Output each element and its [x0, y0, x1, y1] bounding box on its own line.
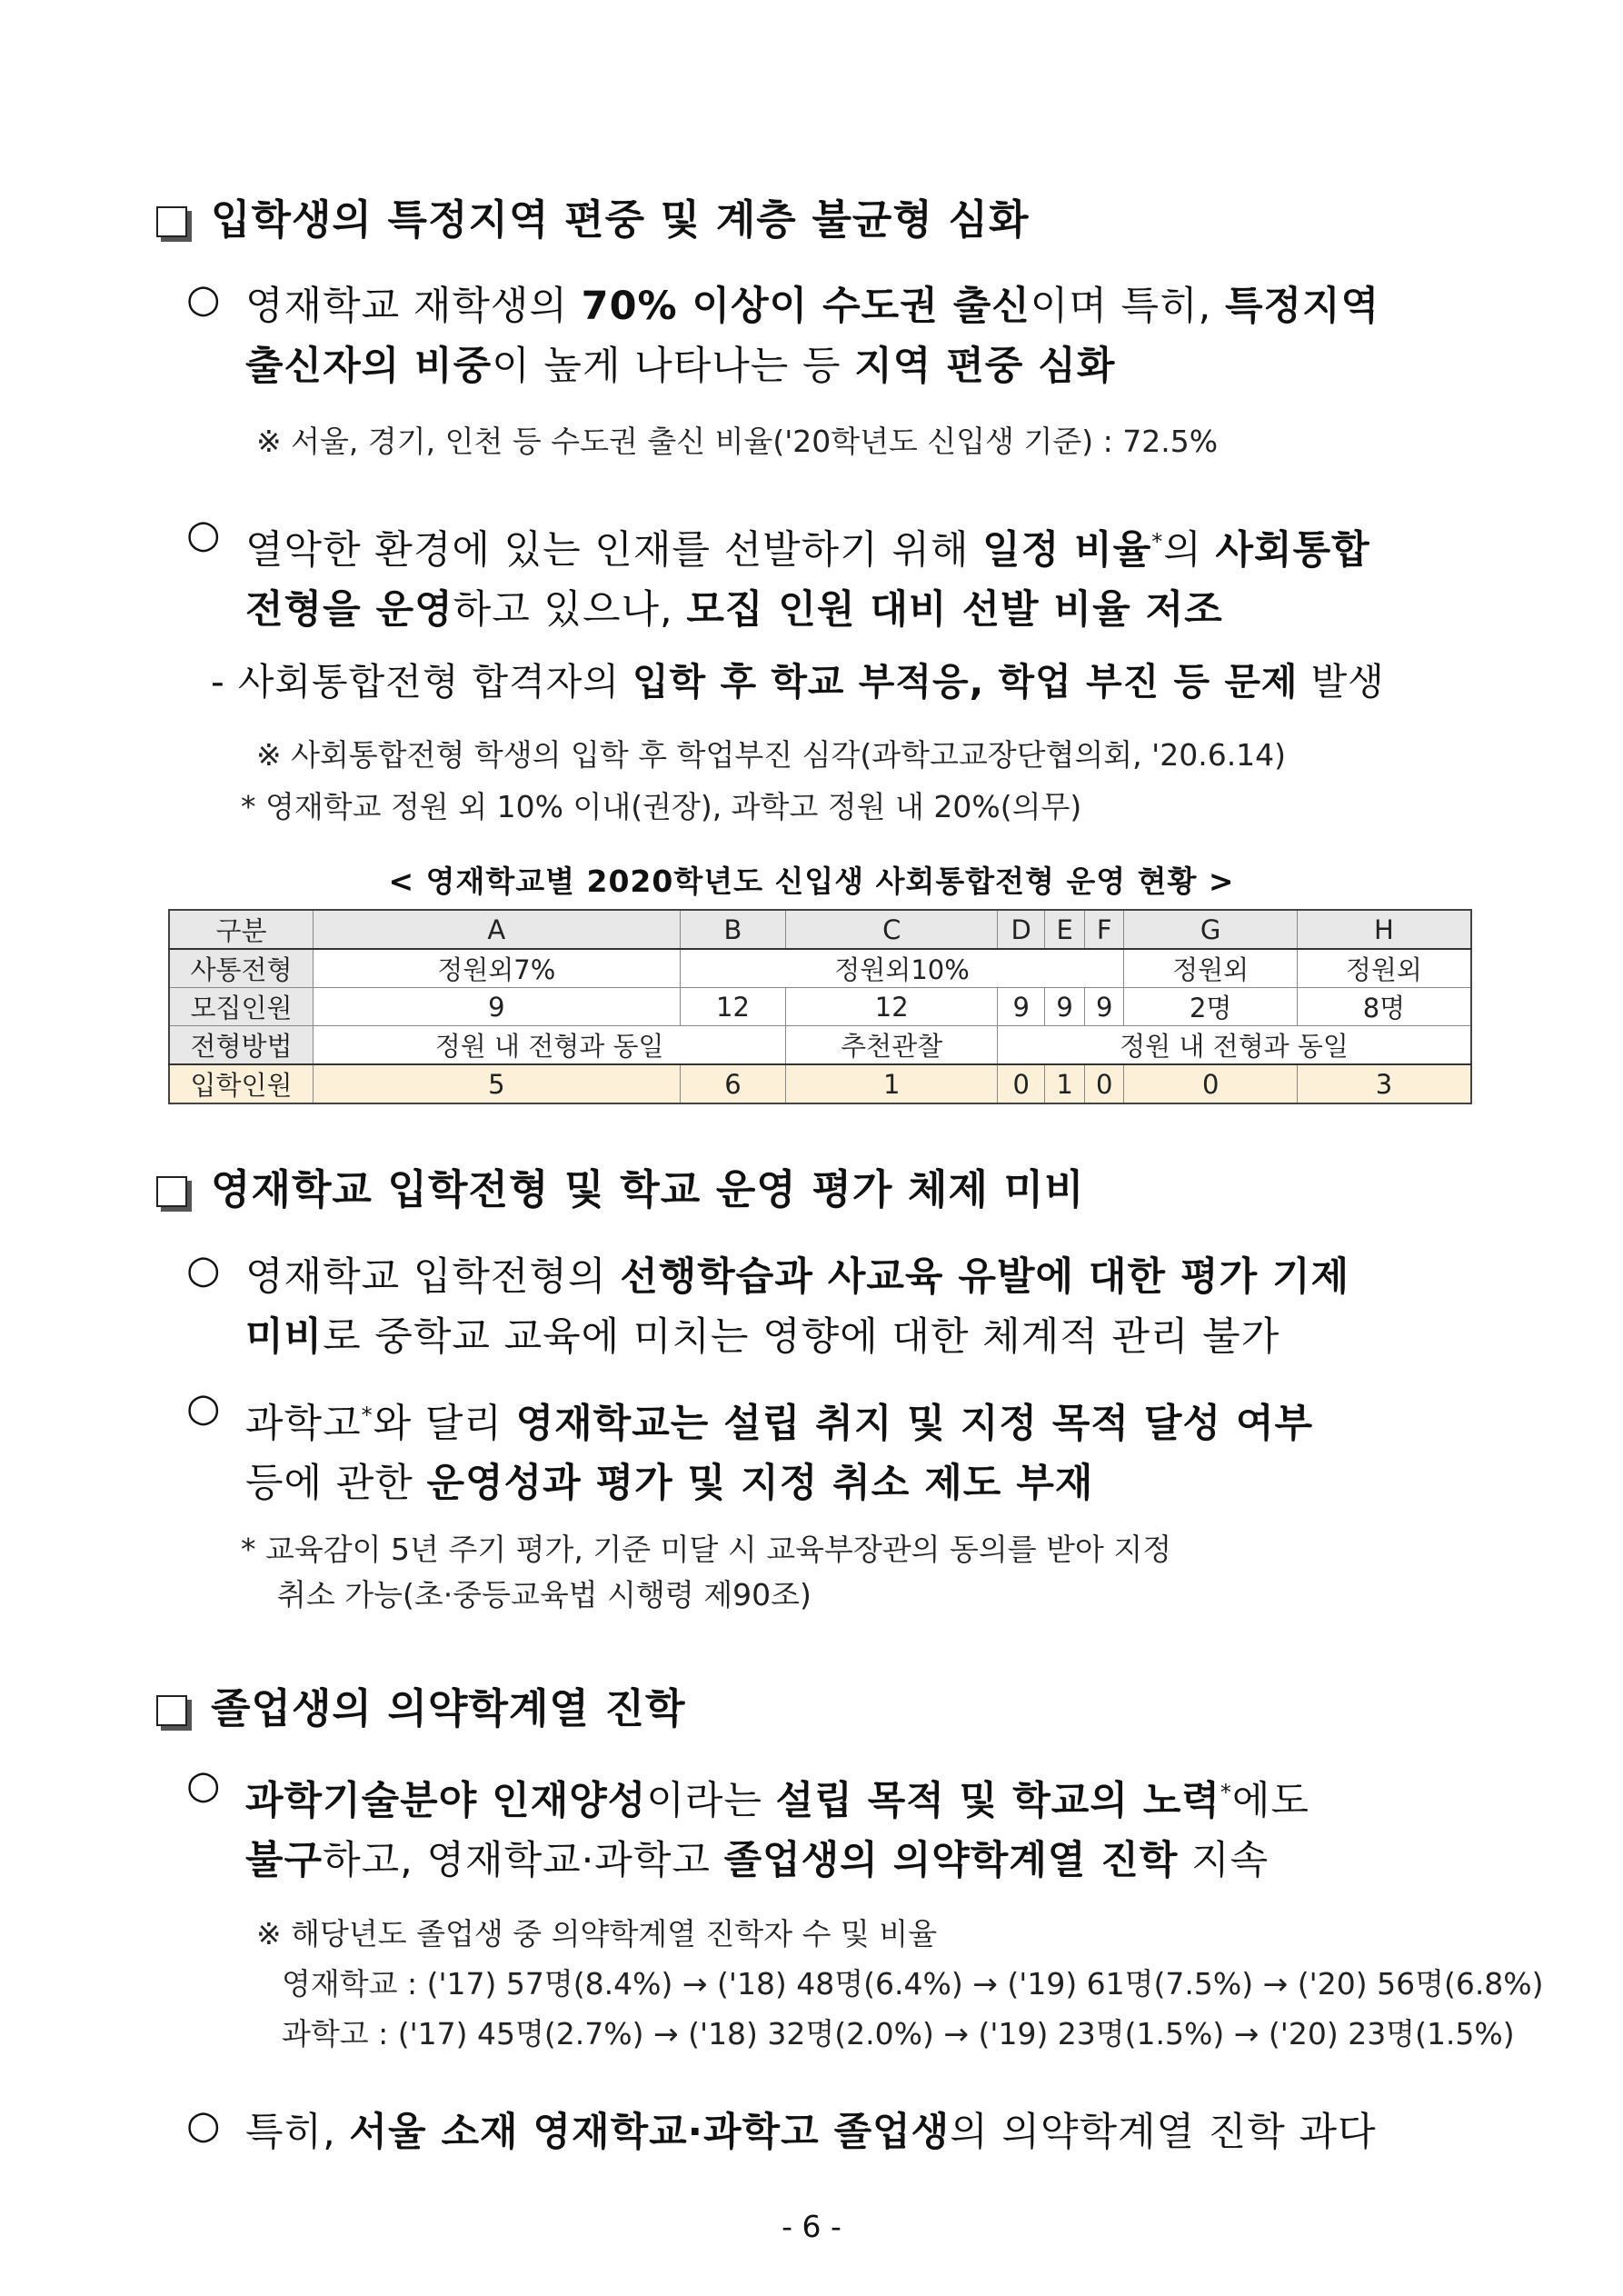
text: 이 높게 나타나는 등: [492, 344, 855, 389]
text-bold: 일정 비율: [982, 527, 1152, 574]
table-cell: 정원외7%: [314, 949, 681, 988]
text-bold: 출신자의 비중: [245, 344, 493, 389]
section-heading: 영재학교 입학전형 및 학교 운영 평가 체제 미비: [156, 1156, 1085, 1215]
text-bold: 과학기술분야 인재양성: [245, 1778, 647, 1824]
row-label: 입학인원: [169, 1064, 314, 1103]
table-cell: 정원 내 전형과 동일: [314, 1026, 786, 1065]
table-cell: 1: [786, 1064, 998, 1103]
text-bold: 전형을 운영: [245, 587, 453, 634]
table-cell: 0: [1084, 1064, 1124, 1103]
row-label: 사통전형: [169, 949, 314, 988]
text-bold: 지역 편중 심화: [854, 344, 1116, 389]
paragraph: [186, 276, 1379, 396]
text-bold: 미비: [245, 1314, 324, 1360]
table-cell: 정원외: [1124, 949, 1297, 988]
footnote-mark: *: [1220, 1780, 1232, 1805]
table-cell: 3: [1297, 1064, 1471, 1103]
bullet-circle: ○: [186, 2102, 222, 2148]
paragraph: [186, 1385, 1313, 1513]
table-cell: 9: [998, 988, 1045, 1026]
table-cell: 9: [1084, 988, 1124, 1026]
table-cell: 1: [1045, 1064, 1085, 1103]
footnote-line: * 교육감이 5년 주기 평가, 기준 미달 시 교육부장관의 동의를 받아 지정: [241, 1532, 1172, 1567]
text-bold: 영재학교는 설립 취지 및 지정 목적 달성 여부: [515, 1401, 1314, 1447]
text-bold: 불구: [245, 1838, 324, 1884]
text: 에도: [1231, 1778, 1309, 1824]
text-bold: 선행학습과 사교육 유발에 대한 평가 기제: [620, 1254, 1350, 1300]
text-bold: 입학 후 학교 부적응, 학업 부진 등 문제: [632, 660, 1299, 704]
checkbox-square-icon: [156, 1176, 187, 1207]
text-bold: 서울 소재 영재학교·과학고 졸업생: [349, 2110, 951, 2155]
note-line: 영재학교 : ('17) 57명(8.4%) → ('18) 48명(6.4%) → ('19) 61명(7.5%) → ('20) 56명(6.8%): [282, 1966, 1544, 2002]
table-row: [169, 949, 1471, 988]
table-cell: 12: [680, 988, 786, 1026]
table-cell: 정원외10%: [680, 949, 1124, 988]
header-cell: E: [1045, 910, 1085, 949]
text-bold: 특정지역: [1224, 284, 1380, 329]
text-bold: 모집 인원 대비 선발 비율 저조: [686, 587, 1223, 634]
header-cell: 구분: [169, 910, 314, 949]
footnote: [241, 1527, 1171, 1618]
text-bold: 운영성과 평가 및 지정 취소 제도 부재: [426, 1461, 1094, 1507]
text: 지속: [1178, 1838, 1270, 1884]
text: 의 의약학계열 진학 과다: [950, 2110, 1377, 2155]
table-cell: 정원 내 전형과 동일: [998, 1026, 1471, 1065]
table-cell: 5: [314, 1064, 681, 1103]
text: 등에 관한: [245, 1461, 427, 1507]
text: 로 중학교 교육에 미치는 영향에 대한 체계적 관리 불가: [323, 1314, 1280, 1360]
text-bold: 설립 목적 및 학교의 노력: [775, 1778, 1220, 1824]
text: 이라는: [646, 1778, 776, 1824]
table-cell: 6: [680, 1064, 786, 1103]
text: 영재학교 입학전형의: [245, 1254, 621, 1300]
text: 과학고: [245, 1401, 362, 1447]
footnote: * 영재학교 정원 외 10% 이내(권장), 과학고 정원 내 20%(의무): [241, 789, 1082, 824]
table-row: [169, 988, 1471, 1026]
text: 특히,: [245, 2110, 350, 2155]
header-cell: G: [1124, 910, 1297, 949]
table-cell: 2명: [1124, 988, 1297, 1026]
text-bold: 졸업생의 의약학계열 진학: [723, 1838, 1179, 1884]
dash-item: [211, 652, 1385, 705]
note: [256, 1909, 1544, 2059]
text-bold: 70% 이상이 수도권 출신: [581, 284, 1031, 329]
footnote-line: 취소 가능(초·중등교육법 시행령 제90조): [277, 1577, 812, 1612]
bullet-circle: ○: [186, 276, 222, 322]
footnote-mark: *: [361, 1403, 373, 1428]
paragraph: [186, 1247, 1349, 1367]
paragraph: [186, 2102, 1377, 2162]
paragraph: [186, 1762, 1309, 1891]
table-header-row: [169, 910, 1471, 949]
section-heading: 입학생의 특정지역 편중 및 계층 불균형 심화: [156, 186, 1029, 245]
table-cell: 9: [314, 988, 681, 1026]
footnote-mark: *: [1151, 529, 1164, 554]
header-cell: H: [1297, 910, 1471, 949]
bullet-circle: ○: [186, 1762, 222, 1808]
table-cell: 8명: [1297, 988, 1471, 1026]
paragraph: [186, 512, 1370, 640]
header-cell: F: [1084, 910, 1124, 949]
text: 와 달리: [373, 1401, 516, 1447]
enrollment-table: [168, 909, 1472, 1104]
text: 하고 있으나,: [453, 587, 687, 634]
note: ※ 서울, 경기, 인천 등 수도권 출신 비율('20학년도 신입생 기준) : 72.5%: [256, 424, 1219, 459]
checkbox-square-icon: [156, 206, 187, 237]
table-row: [169, 1064, 1471, 1103]
bullet-circle: ○: [186, 1385, 222, 1431]
table-cell: 정원외: [1297, 949, 1471, 988]
header-cell: D: [998, 910, 1045, 949]
row-label: 모집인원: [169, 988, 314, 1026]
text: 열악한 환경에 있는 인재를 선발하기 위해: [245, 527, 983, 574]
bullet-circle: ○: [186, 512, 222, 557]
text-bold: 사회통합: [1215, 527, 1370, 574]
text: 의: [1163, 527, 1216, 574]
text: 하고, 영재학교·과학고: [323, 1838, 724, 1884]
bullet-circle: ○: [186, 1247, 222, 1293]
checkbox-square-icon: [156, 1695, 187, 1726]
text: 발생: [1298, 660, 1385, 704]
text: 이며 특히,: [1030, 284, 1225, 329]
header-cell: A: [314, 910, 681, 949]
table-cell: 0: [1124, 1064, 1297, 1103]
table-cell: 9: [1045, 988, 1085, 1026]
note-line: 과학고 : ('17) 45명(2.7%) → ('18) 32명(2.0%) → ('19) 23명(1.5%) → ('20) 23명(1.5%): [282, 2016, 1515, 2051]
section-heading: 졸업생의 의약학계열 진학: [156, 1675, 686, 1734]
text: - 사회통합전형 합격자의: [211, 660, 632, 704]
page-number: - 6 -: [782, 2209, 841, 2244]
table-cell: 0: [998, 1064, 1045, 1103]
table-caption: < 영재학교별 2020학년도 신입생 사회통합전형 운영 현황 >: [388, 863, 1235, 899]
note-line: ※ 해당년도 졸업생 중 의약학계열 진학자 수 및 비율: [256, 1916, 938, 1952]
table-cell: 추천관찰: [786, 1026, 998, 1065]
note: ※ 사회통합전형 학생의 입학 후 학업부진 심각(과학고교장단협의회, '20.6.14): [256, 737, 1287, 773]
table-cell: 12: [786, 988, 998, 1026]
row-label: 전형방법: [169, 1026, 314, 1065]
header-cell: C: [786, 910, 998, 949]
header-cell: B: [680, 910, 786, 949]
table-row: [169, 1026, 1471, 1065]
text: 영재학교 재학생의: [245, 284, 582, 329]
